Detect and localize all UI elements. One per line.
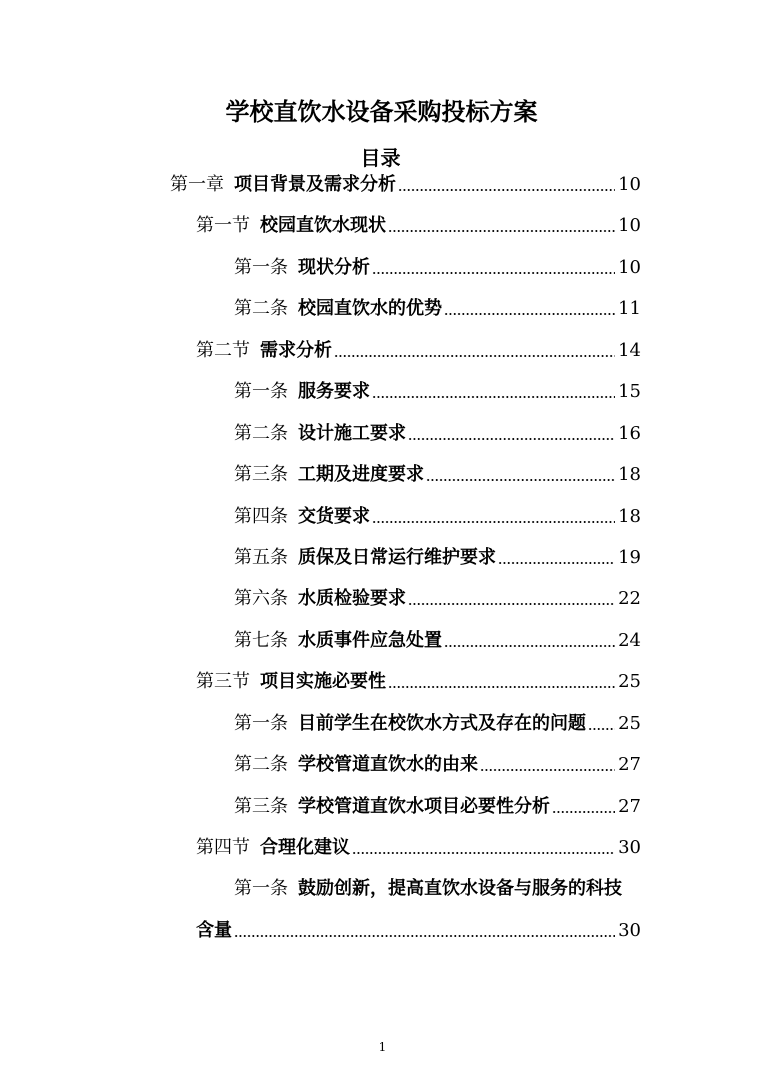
toc-entry-label: 第二节 <box>196 339 250 361</box>
toc-leader <box>234 920 615 942</box>
toc-entry-page: 22 <box>618 588 641 610</box>
toc-entry-title: 项目实施必要性 <box>260 671 386 693</box>
toc-leader <box>408 423 615 445</box>
toc-entry-label: 第一节 <box>196 215 250 237</box>
toc-entry-page: 27 <box>618 754 641 776</box>
toc-entry <box>0 754 641 795</box>
toc-entry-label: 第三节 <box>196 671 250 693</box>
toc-entry-continuation <box>0 920 641 961</box>
toc-entry <box>0 215 641 256</box>
toc-entry-page: 30 <box>618 919 641 941</box>
toc-entry <box>0 796 641 837</box>
toc-heading: 目录 <box>360 146 401 170</box>
toc-entry-page: 16 <box>618 422 641 444</box>
toc-entry-label: 第二条 <box>234 422 288 444</box>
toc-leader <box>498 547 615 569</box>
toc-leader <box>480 754 615 776</box>
toc-entry-label: 第二条 <box>234 298 288 320</box>
toc-entry-page: 11 <box>618 298 641 320</box>
toc-leader <box>372 381 615 403</box>
toc-entry-label: 第一条 <box>234 712 288 734</box>
toc-entry-label: 第一条 <box>234 878 288 900</box>
toc-entry-label: 第五条 <box>234 546 288 568</box>
toc-entry-title: 质保及日常运行维护要求 <box>298 546 496 568</box>
toc-entry-title: 交货要求 <box>298 505 370 527</box>
toc-entry <box>0 588 641 629</box>
toc-entry-page: 18 <box>618 464 641 486</box>
toc-entry-label: 第七条 <box>234 629 288 651</box>
toc-entry <box>0 257 641 298</box>
toc-entry-title-continued: 含量 <box>196 919 232 941</box>
toc-entry <box>0 671 641 712</box>
toc-entry-label: 第三条 <box>234 464 288 486</box>
toc-entry-title: 水质检验要求 <box>298 588 406 610</box>
toc-entry-page: 10 <box>618 256 641 278</box>
toc-leader <box>388 215 615 237</box>
toc-leader <box>408 588 615 610</box>
toc-entry-page: 24 <box>618 629 641 651</box>
toc-entry-label: 第一条 <box>234 256 288 278</box>
toc-entry <box>0 174 641 215</box>
toc-entry-page: 27 <box>618 795 641 817</box>
toc-entry-page: 14 <box>618 339 641 361</box>
toc-entry <box>0 837 641 878</box>
toc-leader <box>444 630 615 652</box>
toc-entry <box>0 423 641 464</box>
toc-entry-title: 水质事件应急处置 <box>298 629 442 651</box>
toc-leader <box>388 671 615 693</box>
toc-leader <box>426 464 615 486</box>
toc-entry-title: 学校管道直饮水项目必要性分析 <box>298 795 550 817</box>
toc-entry-title: 校园直饮水现状 <box>260 215 386 237</box>
toc-entry-label: 第四节 <box>196 837 250 858</box>
toc-entry-page: 19 <box>618 546 641 568</box>
toc-entry-label: 第二条 <box>234 754 288 776</box>
toc-entry <box>0 381 641 422</box>
toc-entry-title: 鼓励创新，提高直饮水设备与服务的科技 <box>298 878 622 900</box>
toc-entry-label: 第四条 <box>234 505 288 527</box>
toc-entry-title: 目前学生在校饮水方式及存在的问题 <box>298 712 586 734</box>
toc-entry-title: 工期及进度要求 <box>298 464 424 486</box>
toc-entry-title: 校园直饮水的优势 <box>298 298 442 320</box>
toc-leader <box>588 713 615 735</box>
toc-entry <box>0 464 641 505</box>
toc-entry-page: 25 <box>618 671 641 693</box>
toc-entry-title: 服务要求 <box>298 381 370 403</box>
toc-entry <box>0 713 641 754</box>
toc-entry <box>0 878 641 919</box>
toc-entry-label: 第六条 <box>234 588 288 610</box>
page-number: 1 <box>378 1040 387 1054</box>
toc-entry-label: 第一条 <box>234 381 288 403</box>
toc-entry-title: 需求分析 <box>260 339 332 361</box>
toc-entry-page: 18 <box>618 505 641 527</box>
toc-entry-title: 合理化建议 <box>260 837 350 858</box>
toc-leader <box>552 796 615 818</box>
toc-entry-title: 设计施工要求 <box>298 422 406 444</box>
toc-leader <box>398 174 615 196</box>
toc-leader <box>334 340 615 362</box>
document-title: 学校直饮水设备采购投标方案 <box>225 97 538 126</box>
toc-entry-title: 项目背景及需求分析 <box>234 174 396 195</box>
toc-entry-title: 现状分析 <box>298 256 370 278</box>
toc-leader <box>444 298 615 320</box>
toc-entry <box>0 547 641 588</box>
toc-leader <box>372 506 615 528</box>
toc-entry-page: 30 <box>618 837 641 858</box>
toc-leader <box>352 837 615 859</box>
toc-entry <box>0 340 641 381</box>
toc-entry-page: 10 <box>618 215 641 237</box>
toc-entry-label: 第三条 <box>234 795 288 817</box>
toc-entry <box>0 298 641 339</box>
toc-entry <box>0 630 641 671</box>
toc-entry-label: 第一章 <box>170 174 224 195</box>
toc-entry-page: 15 <box>618 381 641 403</box>
toc-entry-title: 学校管道直饮水的由来 <box>298 754 478 776</box>
table-of-contents <box>0 174 641 961</box>
toc-leader <box>372 257 615 279</box>
toc-entry-page: 10 <box>618 174 641 195</box>
toc-entry <box>0 506 641 547</box>
toc-entry-page: 25 <box>618 712 641 734</box>
